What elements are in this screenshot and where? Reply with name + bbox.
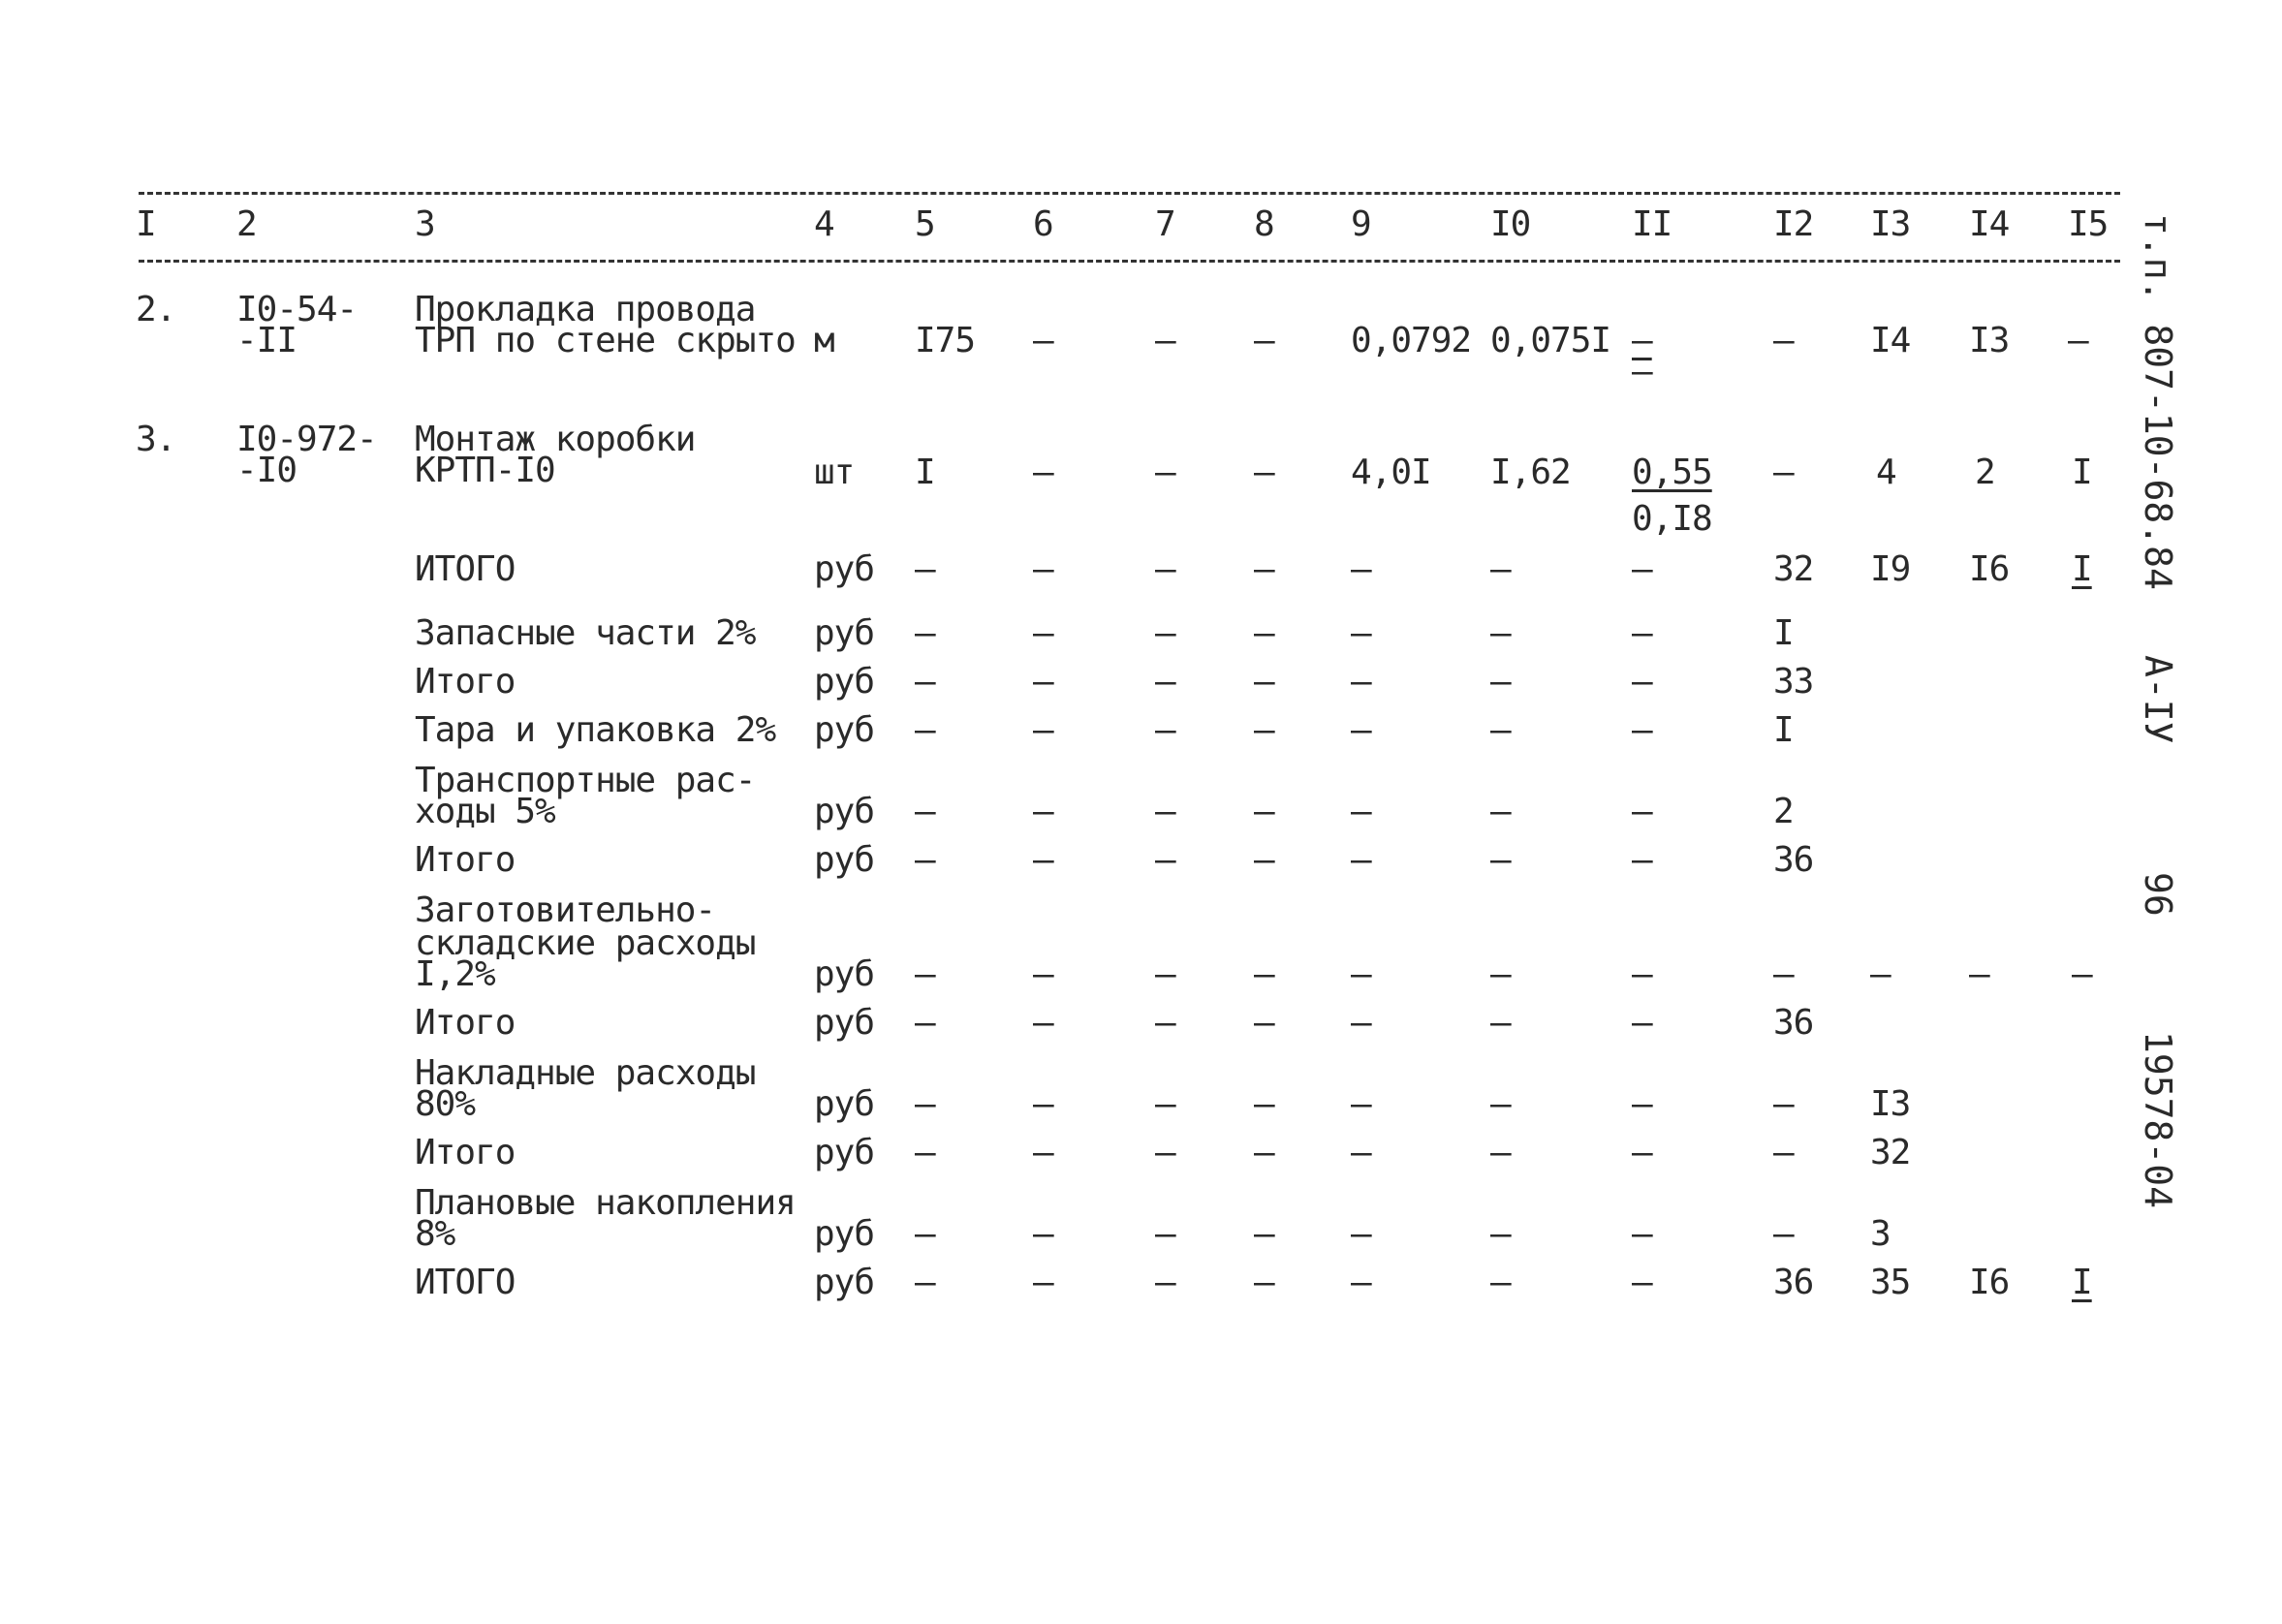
cell-8: – <box>1254 954 1274 994</box>
cell-10: I,62 <box>1490 453 1571 492</box>
unit: руб <box>814 1084 875 1124</box>
cell-13: – <box>1870 954 1891 994</box>
cell-8: – <box>1254 840 1274 880</box>
cell-9: – <box>1351 1263 1371 1302</box>
side-doc-ref: т.п. 807-10-68.84 <box>2137 213 2179 590</box>
unit: руб <box>814 613 875 653</box>
cell-10: – <box>1490 954 1511 994</box>
summary-label: 8% <box>415 1214 455 1254</box>
cell-7: – <box>1155 453 1175 492</box>
cell-12: I <box>1773 613 1794 653</box>
summary-label: Транспортные рас- <box>415 761 756 800</box>
cell-13: I3 <box>1870 1084 1911 1124</box>
cell-11-top: 0,55 <box>1632 453 1712 492</box>
cell-12: 33 <box>1773 662 1814 702</box>
cell-5: – <box>915 840 935 880</box>
side-album: А-IУ <box>2137 655 2179 744</box>
cell-6: – <box>1033 1133 1053 1172</box>
cell-7: – <box>1155 954 1175 994</box>
cell-11-bottom: – <box>1632 352 1652 391</box>
cell-15: I <box>2072 549 2092 589</box>
summary-label: ходы 5% <box>415 792 555 831</box>
cell-9: – <box>1351 549 1371 589</box>
header-col-9: 9 <box>1351 204 1371 244</box>
side-page-number: 96 <box>2137 872 2179 917</box>
cell-8: – <box>1254 1133 1274 1172</box>
summary-label: ИТОГО <box>415 549 516 589</box>
header-col-4: 4 <box>814 204 834 244</box>
cell-8: – <box>1254 1003 1274 1043</box>
cell-7: – <box>1155 321 1175 360</box>
cell-8: – <box>1254 710 1274 750</box>
cell-15: – <box>2072 954 2092 994</box>
cell-7: – <box>1155 549 1175 589</box>
cell-6: – <box>1033 321 1053 360</box>
header-col-1: I <box>136 204 156 244</box>
cell-8: – <box>1254 453 1274 492</box>
cell-11: – <box>1632 613 1652 653</box>
cell-10: – <box>1490 549 1511 589</box>
cell-10: – <box>1490 613 1511 653</box>
unit: руб <box>814 954 875 994</box>
cell-8: – <box>1254 1084 1274 1124</box>
cell-12: 2 <box>1773 792 1794 831</box>
cell-11: – <box>1632 954 1652 994</box>
cell-5: – <box>915 710 935 750</box>
cell-8: – <box>1254 1263 1274 1302</box>
cell-5: – <box>915 1084 935 1124</box>
cell-11: – <box>1632 1003 1652 1043</box>
cell-9: – <box>1351 1003 1371 1043</box>
unit: шт <box>814 453 855 492</box>
header-col-5: 5 <box>915 204 935 244</box>
cell-11: – <box>1632 710 1652 750</box>
cell-12: 36 <box>1773 840 1814 880</box>
summary-label: Тара и упаковка 2% <box>415 710 776 750</box>
unit: руб <box>814 792 875 831</box>
price-code: I0-972- <box>236 420 377 459</box>
cell-5: – <box>915 792 935 831</box>
item-name: ТРП по стене скрыто <box>415 321 796 360</box>
cell-13: 4 <box>1876 453 1896 492</box>
cell-11: – <box>1632 1084 1652 1124</box>
cell-12: – <box>1773 1214 1794 1254</box>
cell-9: 0,0792 <box>1351 321 1472 360</box>
cell-13: 3 <box>1870 1214 1891 1254</box>
cell-15: I <box>2072 1263 2092 1302</box>
cell-14: – <box>1969 954 1989 994</box>
cell-6: – <box>1033 1003 1053 1043</box>
price-code: -I0 <box>236 451 297 490</box>
cell-14: I3 <box>1969 321 2010 360</box>
cell-11-bottom: 0,I8 <box>1632 499 1712 539</box>
cell-7: – <box>1155 613 1175 653</box>
table-top-border <box>139 192 2120 195</box>
cell-11: – <box>1632 840 1652 880</box>
cell-7: – <box>1155 1003 1175 1043</box>
cell-9: – <box>1351 1133 1371 1172</box>
header-col-6: 6 <box>1033 204 1053 244</box>
cell-8: – <box>1254 321 1274 360</box>
cell-12: – <box>1773 1084 1794 1124</box>
side-inventory-number: 19578-04 <box>2137 1031 2179 1209</box>
cell-5: – <box>915 1263 935 1302</box>
cell-6: – <box>1033 613 1053 653</box>
item-name: КРТП-I0 <box>415 451 555 490</box>
cell-10: – <box>1490 662 1511 702</box>
header-col-15: I5 <box>2068 204 2109 244</box>
row-number: 3. <box>136 420 176 459</box>
cell-5: – <box>915 613 935 653</box>
cell-10: 0,075I <box>1490 321 1611 360</box>
cell-10: – <box>1490 1263 1511 1302</box>
cell-9: – <box>1351 1084 1371 1124</box>
price-code: -II <box>236 321 297 360</box>
unit: руб <box>814 1003 875 1043</box>
cell-9: – <box>1351 613 1371 653</box>
cell-15: I <box>2072 453 2092 492</box>
cell-12: 32 <box>1773 549 1814 589</box>
item-name: Прокладка провода <box>415 290 756 329</box>
cell-9: 4,0I <box>1351 453 1431 492</box>
summary-label: 80% <box>415 1084 476 1124</box>
summary-label: складские расходы <box>415 923 756 963</box>
cell-6: – <box>1033 1084 1053 1124</box>
header-bottom-border <box>139 260 2120 263</box>
summary-label: Итого <box>415 840 516 880</box>
cell-9: – <box>1351 792 1371 831</box>
cell-14: 2 <box>1975 453 1995 492</box>
cell-6: – <box>1033 662 1053 702</box>
cell-15: – <box>2068 321 2088 360</box>
summary-label: Плановые накопления <box>415 1183 796 1223</box>
cell-6: – <box>1033 954 1053 994</box>
cell-6: – <box>1033 840 1053 880</box>
unit: руб <box>814 840 875 880</box>
cell-6: – <box>1033 710 1053 750</box>
cell-6: – <box>1033 549 1053 589</box>
summary-label: Итого <box>415 1003 516 1043</box>
cell-6: – <box>1033 1263 1053 1302</box>
unit: руб <box>814 662 875 702</box>
header-col-13: I3 <box>1870 204 1911 244</box>
row-number: 2. <box>136 290 176 329</box>
price-code: I0-54- <box>236 290 358 329</box>
summary-label: Итого <box>415 662 516 702</box>
cell-9: – <box>1351 840 1371 880</box>
cell-11: – <box>1632 662 1652 702</box>
cell-5: – <box>915 1003 935 1043</box>
unit: руб <box>814 1214 875 1254</box>
cell-13: 35 <box>1870 1263 1911 1302</box>
cell-9: – <box>1351 954 1371 994</box>
cell-7: – <box>1155 1133 1175 1172</box>
unit: руб <box>814 1263 875 1302</box>
cell-10: – <box>1490 1084 1511 1124</box>
summary-label: Заготовительно- <box>415 890 716 930</box>
summary-label: Накладные расходы <box>415 1053 756 1093</box>
cell-9: – <box>1351 1214 1371 1254</box>
cell-7: – <box>1155 840 1175 880</box>
cell-8: – <box>1254 613 1274 653</box>
cell-11: – <box>1632 1214 1652 1254</box>
cell-11: – <box>1632 792 1652 831</box>
cell-6: – <box>1033 792 1053 831</box>
cell-14: I6 <box>1969 1263 2010 1302</box>
cell-6: – <box>1033 1214 1053 1254</box>
cell-6: – <box>1033 453 1053 492</box>
cell-12: 36 <box>1773 1263 1814 1302</box>
cell-10: – <box>1490 1133 1511 1172</box>
summary-label: Запасные части 2% <box>415 613 756 653</box>
cell-7: – <box>1155 1263 1175 1302</box>
cell-12: – <box>1773 321 1794 360</box>
cell-7: – <box>1155 710 1175 750</box>
header-col-8: 8 <box>1254 204 1274 244</box>
summary-label: I,2% <box>415 954 495 994</box>
header-col-10: I0 <box>1490 204 1531 244</box>
unit: м <box>814 321 834 360</box>
cell-13: 32 <box>1870 1133 1911 1172</box>
unit: руб <box>814 1133 875 1172</box>
cell-12: 36 <box>1773 1003 1814 1043</box>
cell-5: – <box>915 954 935 994</box>
cell-11: – <box>1632 1263 1652 1302</box>
cell-5: – <box>915 1214 935 1254</box>
cell-13: I4 <box>1870 321 1911 360</box>
summary-label: ИТОГО <box>415 1263 516 1302</box>
cell-12: – <box>1773 954 1794 994</box>
header-col-11: II <box>1632 204 1672 244</box>
cell-11: – <box>1632 549 1652 589</box>
cell-9: – <box>1351 662 1371 702</box>
unit: руб <box>814 549 875 589</box>
cell-13: I9 <box>1870 549 1911 589</box>
cell-8: – <box>1254 1214 1274 1254</box>
cell-7: – <box>1155 662 1175 702</box>
header-col-2: 2 <box>236 204 257 244</box>
cell-10: – <box>1490 840 1511 880</box>
cell-9: – <box>1351 710 1371 750</box>
cell-14: I6 <box>1969 549 2010 589</box>
cell-8: – <box>1254 792 1274 831</box>
header-col-14: I4 <box>1969 204 2010 244</box>
cell-5: – <box>915 662 935 702</box>
header-col-12: I2 <box>1773 204 1814 244</box>
cell-5: – <box>915 1133 935 1172</box>
cell-11: – <box>1632 1133 1652 1172</box>
cell-12: I <box>1773 710 1794 750</box>
cell-10: – <box>1490 710 1511 750</box>
header-col-7: 7 <box>1155 204 1175 244</box>
cell-12: – <box>1773 1133 1794 1172</box>
cell-7: – <box>1155 1084 1175 1124</box>
cell-10: – <box>1490 792 1511 831</box>
cell-7: – <box>1155 792 1175 831</box>
cell-11-top: – <box>1632 321 1652 360</box>
cell-8: – <box>1254 549 1274 589</box>
quantity: I <box>915 453 935 492</box>
item-name: Монтаж коробки <box>415 420 696 459</box>
unit: руб <box>814 710 875 750</box>
cell-10: – <box>1490 1003 1511 1043</box>
summary-label: Итого <box>415 1133 516 1172</box>
cell-7: – <box>1155 1214 1175 1254</box>
cell-5: – <box>915 549 935 589</box>
header-col-3: 3 <box>415 204 435 244</box>
quantity: I75 <box>915 321 976 360</box>
cell-10: – <box>1490 1214 1511 1254</box>
cell-8: – <box>1254 662 1274 702</box>
cell-12: – <box>1773 453 1794 492</box>
